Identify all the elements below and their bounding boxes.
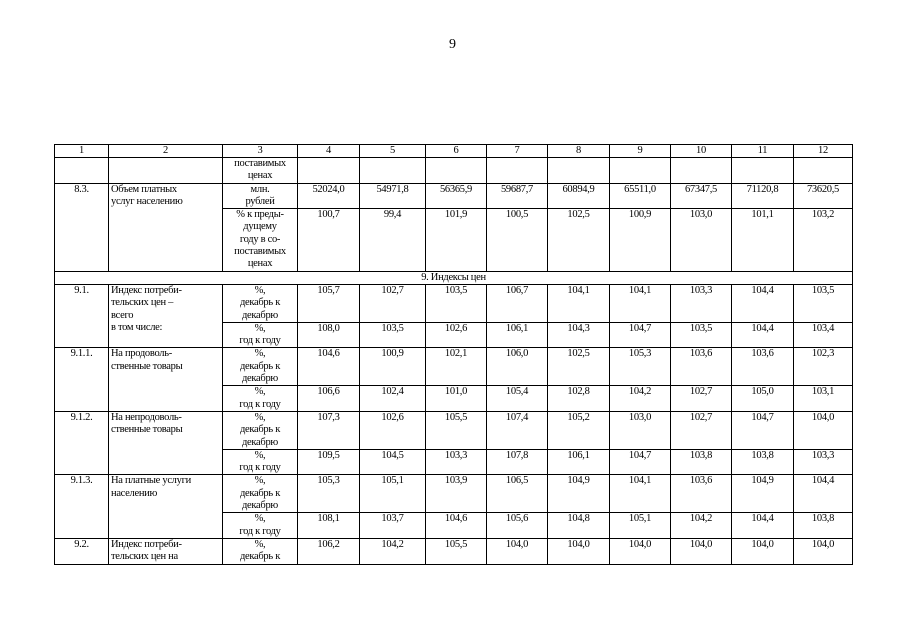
row-unit: %, декабрь к декабрю [223,348,298,386]
value-cell: 104,9 [732,475,794,513]
value-cell: 107,4 [487,411,548,449]
value-cell: 104,5 [360,449,426,475]
value-cell: 104,4 [732,284,794,322]
table-row [55,348,853,386]
value-cell: 105,4 [487,386,548,412]
section-row [55,271,853,284]
value-cell: 101,0 [426,386,487,412]
value-cell: 100,5 [487,209,548,271]
row-unit: %, декабрь к декабрю [223,284,298,322]
value-cell: 106,2 [298,538,360,564]
value-cell: 104,0 [794,411,853,449]
value-cell: 102,3 [794,348,853,386]
value-cell: 103,0 [610,411,671,449]
row-code [55,158,109,184]
table-row [55,411,853,449]
value-cell: 105,0 [732,386,794,412]
value-cell: 104,1 [610,284,671,322]
column-header: 6 [426,145,487,158]
value-cell: 101,9 [426,209,487,271]
value-cell: 100,9 [360,348,426,386]
value-cell: 105,2 [548,411,610,449]
row-name: Индекс потреби- тельских цен на [109,538,223,564]
value-cell [298,158,360,184]
row-unit: % к преды- дущему году в со- поставимых ценах [223,209,298,271]
value-cell: 104,0 [732,538,794,564]
value-cell: 100,7 [298,209,360,271]
value-cell: 104,4 [732,322,794,348]
row-name: На продоволь- ственные товары [109,348,223,411]
value-cell: 103,3 [671,284,732,322]
row-unit: %, год к году [223,386,298,412]
value-cell: 103,3 [426,449,487,475]
value-cell: 67347,5 [671,183,732,209]
value-cell: 105,5 [426,538,487,564]
row-unit: млн. рублей [223,183,298,209]
column-header: 3 [223,145,298,158]
page-number: 9 [449,37,456,52]
column-header: 8 [548,145,610,158]
table-row [55,158,853,184]
row-code: 9.1.1. [55,348,109,411]
value-cell [487,158,548,184]
value-cell: 106,7 [487,284,548,322]
value-cell: 103,5 [671,322,732,348]
value-cell: 105,5 [426,411,487,449]
row-name: На непродоволь- ственные товары [109,411,223,474]
value-cell: 103,4 [794,322,853,348]
column-header: 10 [671,145,732,158]
value-cell: 103,7 [360,513,426,539]
value-cell: 102,7 [360,284,426,322]
table-row [55,284,853,322]
value-cell: 106,1 [487,322,548,348]
value-cell: 104,2 [360,538,426,564]
value-cell: 104,7 [610,449,671,475]
value-cell: 109,5 [298,449,360,475]
value-cell: 106,1 [548,449,610,475]
value-cell: 108,1 [298,513,360,539]
column-header: 2 [109,145,223,158]
column-header: 9 [610,145,671,158]
value-cell: 73620,5 [794,183,853,209]
value-cell: 106,5 [487,475,548,513]
value-cell: 106,0 [487,348,548,386]
value-cell: 104,2 [610,386,671,412]
value-cell: 104,6 [298,348,360,386]
row-code: 9.2. [55,538,109,564]
row-name: Индекс потреби- тельских цен – всего в том числе: [109,284,223,347]
value-cell: 104,4 [794,475,853,513]
value-cell: 104,0 [610,538,671,564]
value-cell: 103,0 [671,209,732,271]
column-header: 5 [360,145,426,158]
column-number-row [55,145,853,158]
value-cell: 104,4 [732,513,794,539]
row-code: 9.1.3. [55,475,109,538]
value-cell: 59687,7 [487,183,548,209]
value-cell: 105,1 [360,475,426,513]
value-cell [671,158,732,184]
value-cell: 106,6 [298,386,360,412]
value-cell: 103,9 [426,475,487,513]
value-cell: 102,8 [548,386,610,412]
value-cell: 104,7 [732,411,794,449]
column-header: 12 [794,145,853,158]
value-cell: 104,7 [610,322,671,348]
value-cell: 104,2 [671,513,732,539]
row-name: Объем платных услуг населению [109,183,223,271]
table-row [55,475,853,513]
value-cell: 105,3 [610,348,671,386]
row-code: 8.3. [55,183,109,271]
value-cell [732,158,794,184]
row-code: 9.1.2. [55,411,109,474]
row-unit: %, декабрь к [223,538,298,564]
value-cell: 102,4 [360,386,426,412]
table-row [55,183,853,209]
value-cell: 103,5 [426,284,487,322]
row-name [109,158,223,184]
value-cell: 107,3 [298,411,360,449]
value-cell: 102,5 [548,348,610,386]
column-header: 4 [298,145,360,158]
value-cell: 107,8 [487,449,548,475]
value-cell: 105,3 [298,475,360,513]
value-cell: 105,1 [610,513,671,539]
value-cell: 101,1 [732,209,794,271]
row-unit: %, декабрь к декабрю [223,475,298,513]
value-cell: 103,2 [794,209,853,271]
value-cell: 103,8 [671,449,732,475]
column-header: 7 [487,145,548,158]
value-cell: 104,9 [548,475,610,513]
value-cell: 102,6 [360,411,426,449]
row-name: На платные услуги населению [109,475,223,538]
value-cell: 102,1 [426,348,487,386]
value-cell: 103,6 [732,348,794,386]
value-cell: 105,6 [487,513,548,539]
column-header: 1 [55,145,109,158]
value-cell: 104,6 [426,513,487,539]
value-cell: 54971,8 [360,183,426,209]
statistics-table [54,144,853,565]
value-cell: 104,0 [487,538,548,564]
value-cell: 108,0 [298,322,360,348]
value-cell: 102,5 [548,209,610,271]
value-cell: 52024,0 [298,183,360,209]
value-cell [548,158,610,184]
value-cell: 100,9 [610,209,671,271]
value-cell: 103,5 [794,284,853,322]
value-cell: 99,4 [360,209,426,271]
value-cell: 71120,8 [732,183,794,209]
value-cell: 103,1 [794,386,853,412]
section-title: 9. Индексы цен [55,271,853,284]
value-cell: 104,8 [548,513,610,539]
value-cell: 104,3 [548,322,610,348]
value-cell: 103,5 [360,322,426,348]
value-cell: 103,6 [671,475,732,513]
value-cell: 105,7 [298,284,360,322]
value-cell: 102,7 [671,411,732,449]
value-cell: 103,8 [794,513,853,539]
value-cell: 104,0 [671,538,732,564]
value-cell: 56365,9 [426,183,487,209]
row-code: 9.1. [55,284,109,347]
column-header: 11 [732,145,794,158]
row-unit: поставимых ценах [223,158,298,184]
table-row [55,538,853,564]
row-unit: %, декабрь к декабрю [223,411,298,449]
value-cell: 104,1 [548,284,610,322]
value-cell: 104,0 [548,538,610,564]
value-cell: 65511,0 [610,183,671,209]
value-cell [360,158,426,184]
value-cell [610,158,671,184]
row-unit: %, год к году [223,449,298,475]
value-cell: 102,7 [671,386,732,412]
value-cell [794,158,853,184]
value-cell: 103,8 [732,449,794,475]
value-cell: 104,0 [794,538,853,564]
value-cell [426,158,487,184]
value-cell: 102,6 [426,322,487,348]
value-cell: 104,1 [610,475,671,513]
value-cell: 60894,9 [548,183,610,209]
row-unit: %, год к году [223,513,298,539]
value-cell: 103,3 [794,449,853,475]
value-cell: 103,6 [671,348,732,386]
row-unit: %, год к году [223,322,298,348]
